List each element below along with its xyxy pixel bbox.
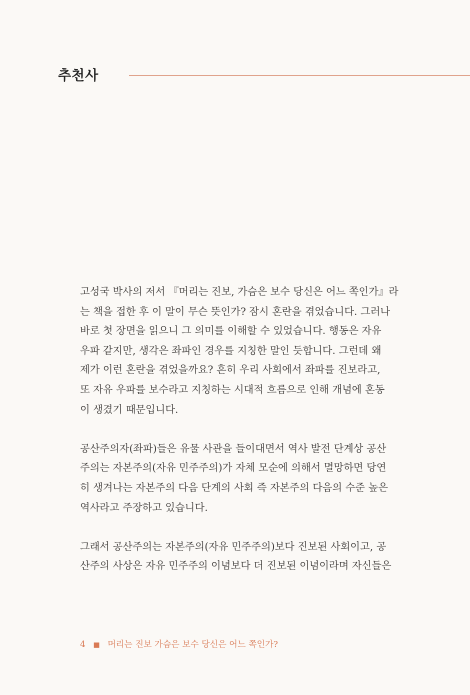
paragraph xyxy=(80,283,399,420)
text-line: 산주의 사상은 자유 민주주의 이념보다 더 진보된 이념이라며 자신들은 xyxy=(80,561,392,573)
header-rule xyxy=(129,75,470,76)
paragraph xyxy=(80,440,386,518)
text-line: 바로 첫 장면을 읽으니 그 의미를 이해할 수 있었습니다. 행동은 자유 xyxy=(80,326,382,338)
page-number: 4 xyxy=(80,640,86,650)
body-text xyxy=(80,283,399,597)
section-header xyxy=(58,64,470,86)
text-line: 주의는 자본주의(자유 민주주의)가 자체 모순에 의해서 멸망하면 당연 xyxy=(80,463,387,475)
text-line: 우파 같지만, 생각은 좌파인 경우를 지칭한 말인 듯합니다. 그런데 왜 xyxy=(80,345,382,357)
text-line: 는 책을 접한 후 이 말이 무슨 뜻인가? 잠시 혼란을 겪었습니다. 그러나 xyxy=(80,306,391,318)
text-line: 공산주의자(좌파)들은 유물 사관을 들이대면서 역사 발전 단계상 공산 xyxy=(80,443,387,455)
page-footer xyxy=(80,638,278,650)
text-line: 고성국 박사의 저서 『머리는 진보, 가슴은 보수 당신은 어느 쪽인가』라 xyxy=(80,287,399,298)
section-title: 추천사 xyxy=(58,68,99,84)
text-line: 이 생겼기 때문입니다. xyxy=(80,404,179,416)
text-line: 역사라고 주장하고 있습니다. xyxy=(80,502,208,514)
separator-mark: ■ xyxy=(93,641,100,649)
text-line: 그래서 공산주의는 자본주의(자유 민주주의)보다 진보된 사회이고, 공 xyxy=(80,541,387,553)
text-line: 제가 이런 혼란을 겪었을까요? 흔히 우리 사회에서 좌파를 진보라고, xyxy=(80,365,381,377)
text-line: 히 생겨나는 자본주의 다음 단계의 사회 즉 자본주의 다음의 수준 높은 xyxy=(80,482,388,494)
paragraph xyxy=(80,538,392,577)
running-title: 머리는 진보 가슴은 보수 당신은 어느 쪽인가? xyxy=(107,640,278,650)
text-line: 또 자유 우파를 보수라고 지칭하는 시대적 흐름으로 인해 개념에 혼동 xyxy=(80,384,385,396)
